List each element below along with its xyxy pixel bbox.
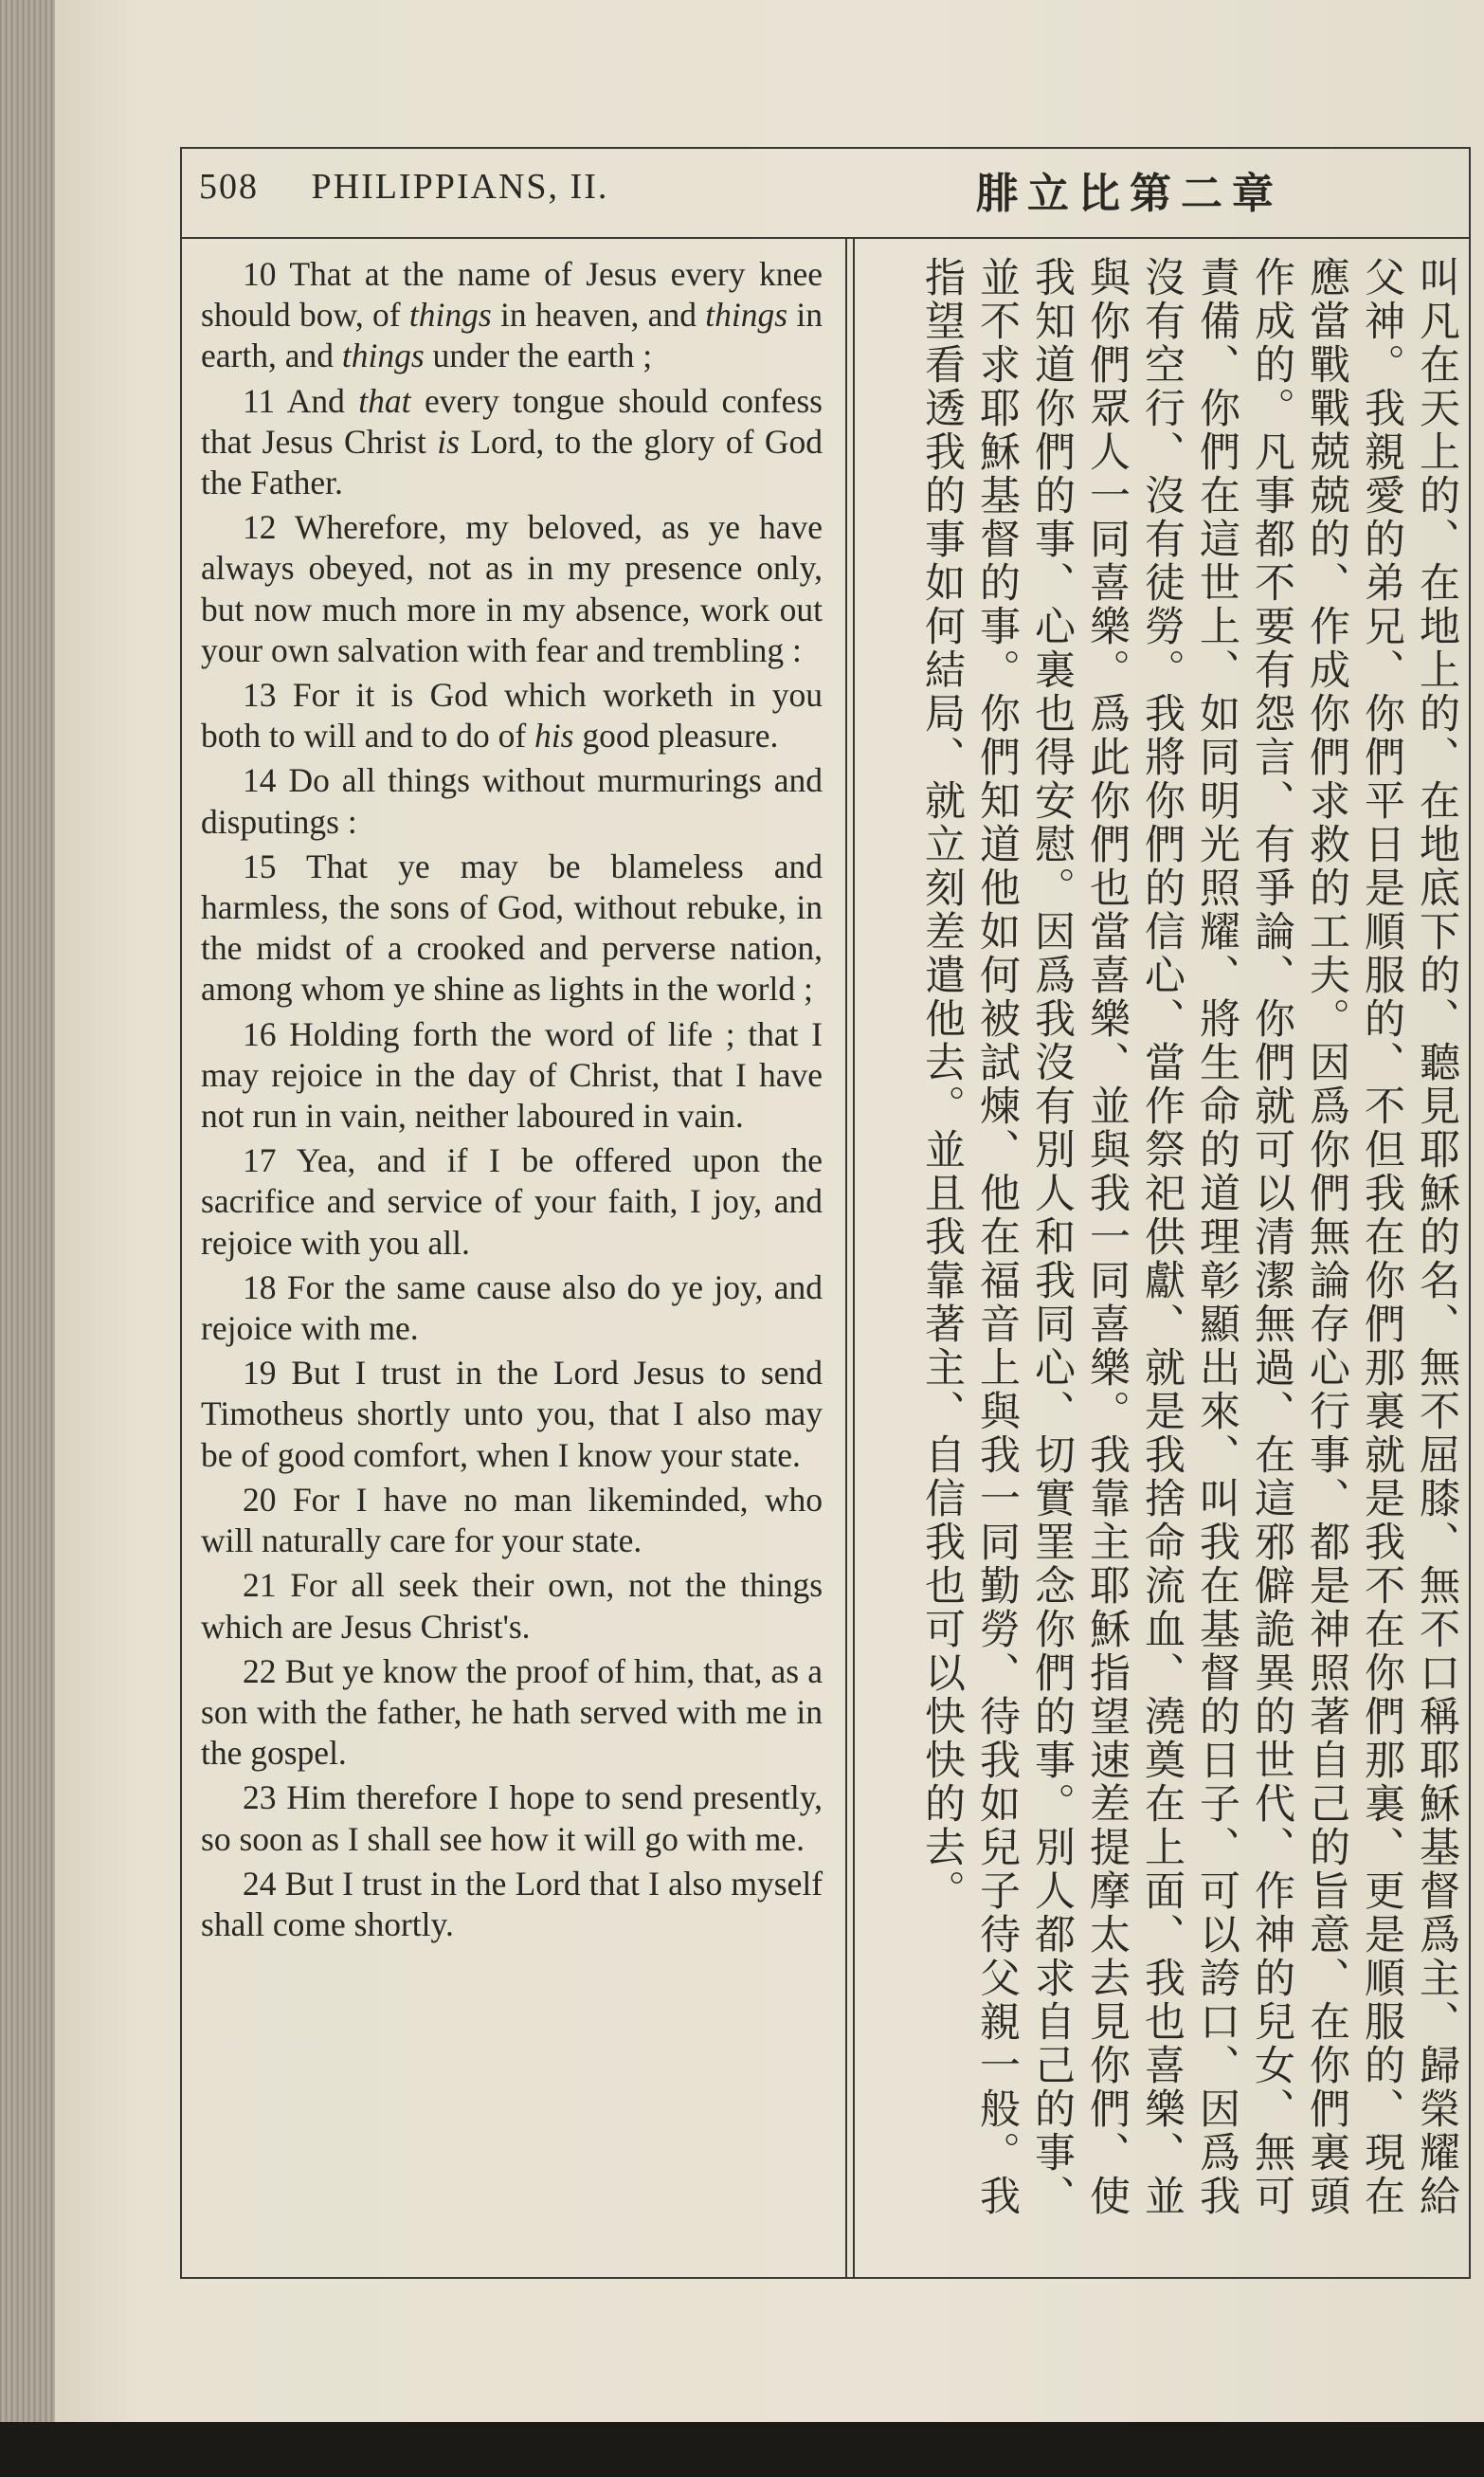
english-verse bbox=[201, 254, 823, 377]
english-verse bbox=[201, 675, 823, 756]
verse-text: Lord, to the glory of God the Father. bbox=[201, 422, 823, 502]
verse-number: 20 bbox=[243, 1480, 293, 1519]
verse-number: 18 bbox=[243, 1267, 287, 1306]
chinese-verse: 無不口稱耶穌基督爲主、歸榮耀給父神。 bbox=[1358, 256, 1460, 2218]
english-verse bbox=[201, 847, 823, 1011]
verse-text: That ye may be blameless and harmless, the sons of God, without rebuke, in the midst of a crooked and perverse nation, among whom ye shine as lights in the world ; bbox=[201, 847, 823, 1009]
verse-text: in heaven, and bbox=[491, 296, 706, 335]
verse-text: Holding forth the word of life ; that I may rejoice in the day of Christ, that I have not run in vain, neither laboured in vain. bbox=[201, 1014, 823, 1136]
verse-text: But ye know the proof of him, that, as a son with the father, he hath served with me in the gospel. bbox=[201, 1651, 823, 1773]
chinese-verse: 現在應當戰戰兢兢的、作成你們求救的工夫。 bbox=[1303, 256, 1405, 2218]
column-divider-left bbox=[845, 239, 847, 2277]
verse-text: And bbox=[286, 381, 359, 420]
chinese-verse: 我將你們的信心、當作祭祀供獻、就是我捨命流血、澆奠在上面、我也喜樂、並與你們眾人一同喜樂。 bbox=[1083, 256, 1185, 2218]
verse-number: 16 bbox=[243, 1014, 290, 1053]
verse-number: 15 bbox=[243, 847, 306, 885]
english-verse bbox=[201, 381, 823, 504]
chinese-verse: 凡事都不要有怨言、有爭論、你們就可以清潔無過、 bbox=[1248, 430, 1295, 1433]
verse-text: Yea, and if I be offered upon the sacrifice and service of your faith, I joy, and rejoice with you all. bbox=[201, 1141, 823, 1262]
english-verse bbox=[201, 1565, 823, 1647]
italic-word: is bbox=[437, 422, 460, 461]
page-edges bbox=[0, 0, 59, 2422]
english-verse bbox=[201, 1353, 823, 1476]
english-verse bbox=[201, 1651, 823, 1775]
verse-text: That at the name of Jesus every knee should bow, of bbox=[201, 255, 823, 335]
verse-number: 11 bbox=[243, 381, 287, 420]
verse-number: 10 bbox=[243, 255, 290, 293]
chinese-verse: 我靠主耶穌指望速差提摩太去見你們、使我知道你們的事、心裏也得安慰。 bbox=[1028, 256, 1131, 2218]
verse-text: For all seek their own, not the things which are Jesus Christ's. bbox=[201, 1566, 823, 1646]
column-divider-right bbox=[853, 239, 855, 2277]
english-verse bbox=[201, 1480, 823, 1561]
verse-number: 17 bbox=[243, 1141, 297, 1180]
running-header-english bbox=[199, 166, 608, 223]
chinese-verse: 在這邪僻詭異的世代、作神的兒女、無可責備、你們在這世上、如同明光照耀、 bbox=[1193, 256, 1295, 2218]
verse-number: 12 bbox=[243, 508, 295, 547]
header-rule bbox=[180, 237, 1471, 239]
chinese-verse: 我指望看透我的事如何結局、就立刻差遣他去。 bbox=[918, 256, 1021, 2218]
verse-text: under the earth ; bbox=[424, 337, 653, 375]
verse-text: Him therefore I hope to send presently, so soon as I shall see how it will go with me. bbox=[201, 1778, 823, 1858]
chinese-verse: 因爲你們無論存心行事、都是神照著自己的旨意、在你們裏頭作成的。 bbox=[1248, 256, 1350, 2218]
verse-text: But I trust in the Lord Jesus to send Timotheus shortly unto you, that I also may be of good comfort, when I know your state. bbox=[201, 1354, 823, 1474]
chinese-verse: 爲此你們也當喜樂、並與我一同喜樂。 bbox=[1083, 692, 1131, 1433]
verse-text: good pleasure. bbox=[573, 717, 779, 756]
verse-text: For it is God which worketh in you both to will and to do of bbox=[201, 676, 823, 756]
verse-number: 23 bbox=[243, 1778, 287, 1817]
english-verse bbox=[201, 507, 823, 671]
chinese-verse: 將生命的道理彰顯出來、叫我在基督的日子、可以誇口、因爲我沒有空行、沒有徒勞。 bbox=[1138, 256, 1240, 2218]
chinese-verse: 叫凡在天上的、在地上的、在地底下的、聽見耶穌的名、無不屈膝、 bbox=[1413, 256, 1460, 1564]
verse-text: For I have no man likeminded, who will naturally care for your state. bbox=[201, 1480, 823, 1560]
chinese-verse: 我親愛的弟兄、你們平日是順服的、不但我在你們那裏就是我不在你們那裏、更是順服的、 bbox=[1358, 387, 1405, 2131]
verse-text: Wherefore, my beloved, as ye have always obeyed, not as in my presence only, but now much more in my absence, work out your own salvation with fear and trembling : bbox=[201, 508, 823, 669]
verse-number: 13 bbox=[243, 676, 293, 715]
italic-word: that bbox=[358, 381, 411, 420]
english-verse bbox=[201, 1864, 823, 1945]
page-number: 508 bbox=[199, 167, 259, 207]
verse-number: 21 bbox=[243, 1566, 291, 1605]
chinese-verse: 你們知道他如何被試煉、他在福音上與我一同勤勞、待我如兒子待父親一般。 bbox=[973, 692, 1021, 2175]
italic-word: his bbox=[534, 717, 574, 756]
running-header-chinese: 腓立比第二章 bbox=[976, 170, 1283, 218]
italic-word: things bbox=[408, 296, 492, 335]
verse-number: 24 bbox=[243, 1864, 285, 1903]
verse-text: in earth, and bbox=[201, 296, 823, 375]
italic-word: things bbox=[341, 337, 425, 375]
chinese-text-column bbox=[872, 256, 1464, 2256]
english-verse bbox=[201, 1140, 823, 1264]
verse-number: 14 bbox=[243, 761, 289, 800]
book-title: PHILIPPIANS, II. bbox=[311, 167, 609, 207]
italic-word: things bbox=[705, 296, 788, 335]
english-text-column bbox=[201, 254, 823, 1949]
verse-text: For the same cause also do ye joy, and rejoice with me. bbox=[201, 1267, 823, 1348]
verse-text: every tongue should confess that Jesus Christ bbox=[201, 381, 823, 461]
verse-text: Do all things without murmurings and disputings : bbox=[201, 761, 823, 841]
verse-number: 19 bbox=[243, 1354, 292, 1393]
verse-text: But I trust in the Lord that I also myself shall come shortly. bbox=[201, 1864, 823, 1943]
english-verse bbox=[201, 1777, 823, 1859]
chinese-verse: 並且我靠著主、自信我也可以快快的去。 bbox=[918, 1128, 966, 1913]
english-verse bbox=[201, 1014, 823, 1138]
chinese-verse: 因爲我沒有別人和我同心、切實罣念你們的事。 bbox=[1028, 910, 1076, 1826]
english-verse bbox=[201, 760, 823, 842]
english-verse bbox=[201, 1267, 823, 1349]
chinese-verse: 別人都求自己的事、並不求耶穌基督的事。 bbox=[973, 256, 1076, 2218]
verse-number: 22 bbox=[243, 1651, 285, 1690]
